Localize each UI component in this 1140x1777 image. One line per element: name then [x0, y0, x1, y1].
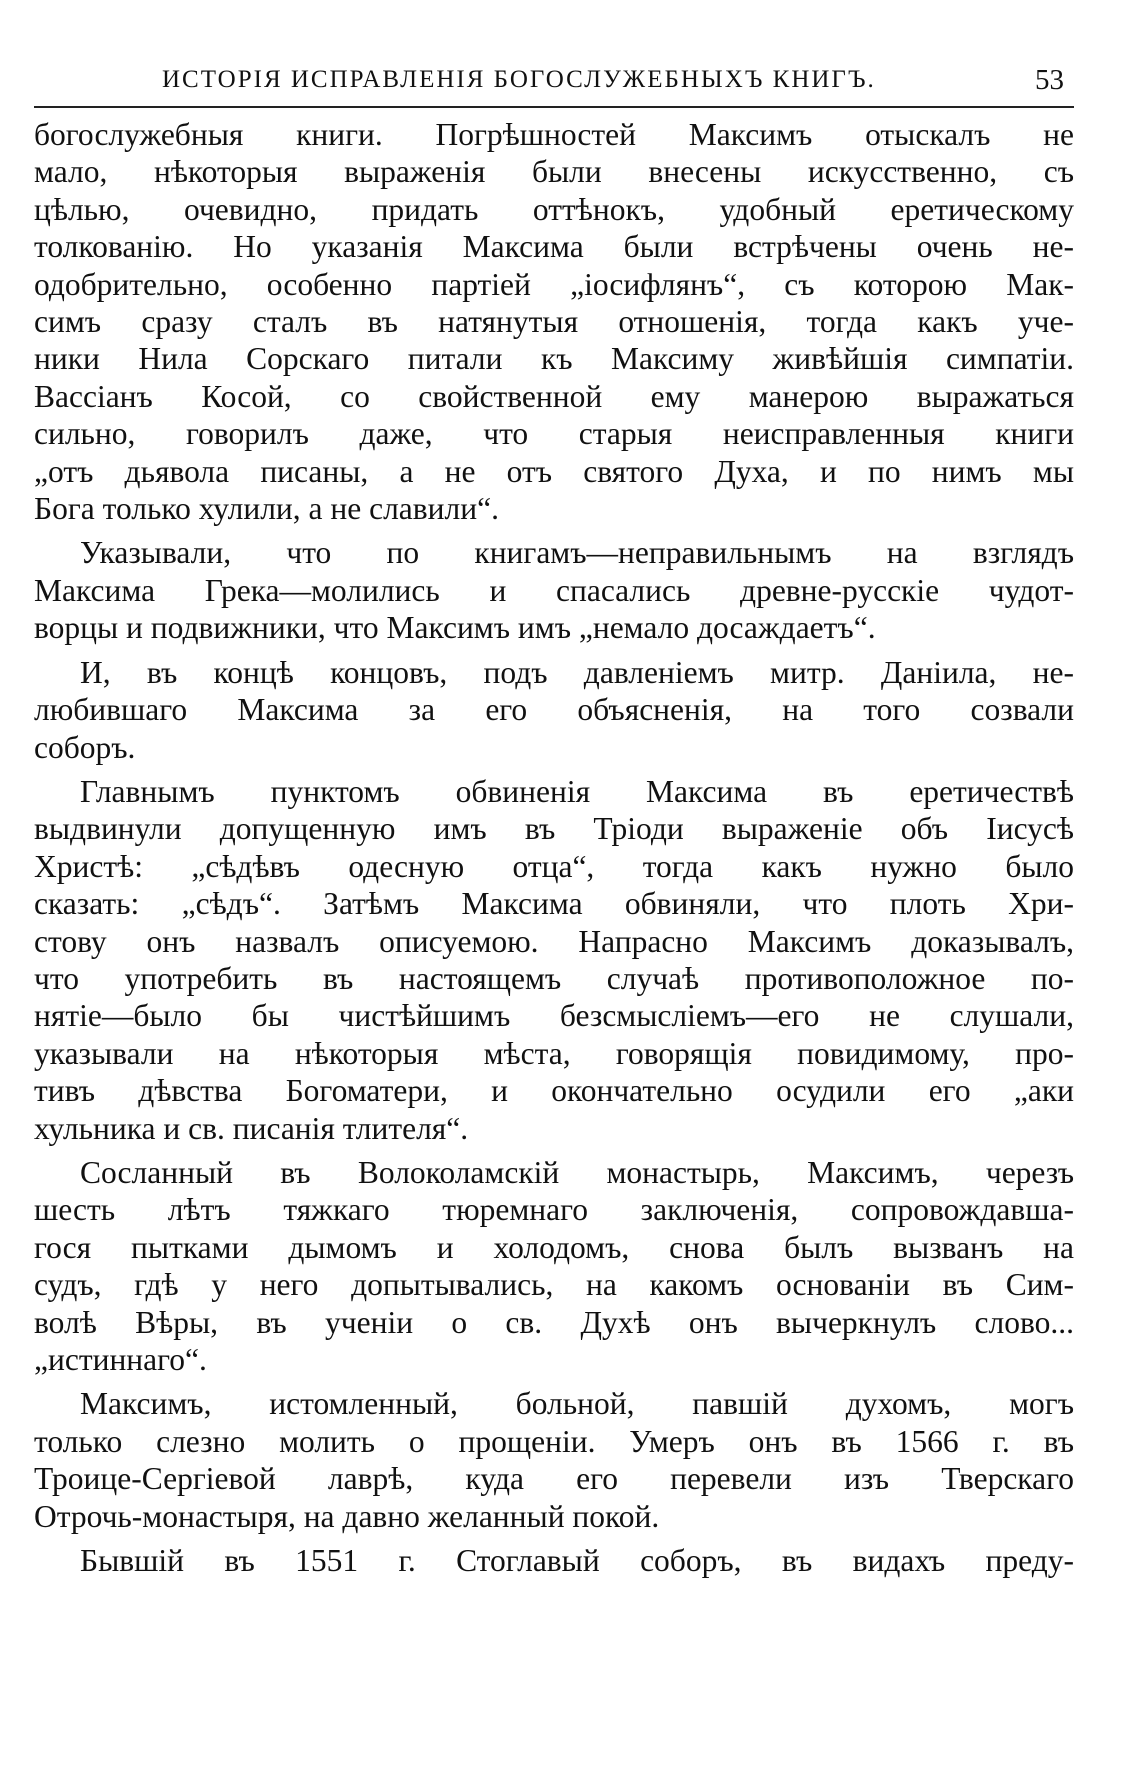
text-line: Сосланный въ Волоколамскій монастырь, Максимъ, черезъ [80, 1154, 1074, 1190]
text-line: „отъ дьявола писаны, а не отъ святого Духа, и по нимъ мы [34, 453, 1074, 489]
text-line: сильно, говорилъ даже, что старыя неисправленныя книги [34, 416, 1074, 452]
text-line: волѣ Вѣры, въ ученіи о св. Духѣ онъ вычеркнулъ слово... [34, 1304, 1074, 1340]
text-line: шесть лѣтъ тяжкаго тюремнаго заключенія, сопровождавша- [34, 1192, 1074, 1228]
page-body-text [34, 116, 1074, 1579]
text-line: Максима Грека—молились и спасались древне-русскіе чудот- [34, 572, 1074, 608]
paragraph [34, 534, 1074, 646]
text-line: Бога только хулили, а не славили“. [34, 491, 499, 527]
text-line: Отрочь-монастыря, на давно желанный покой. [34, 1498, 660, 1534]
paragraph [34, 773, 1074, 1147]
text-line: Троице-Сергіевой лаврѣ, куда его перевели изъ Тверскаго [34, 1461, 1074, 1497]
paragraph [34, 116, 1074, 527]
text-line: только слезно молить о прощеніи. Умеръ онъ въ 1566 г. въ [34, 1423, 1074, 1459]
text-line: Главнымъ пунктомъ обвиненія Максима въ еретичествѣ [80, 773, 1074, 809]
paragraph [34, 1385, 1074, 1535]
text-line: сказать: „сѣдъ“. Затѣмъ Максима обвиняли, что плоть Хри- [34, 886, 1074, 922]
text-line: Христѣ: „сѣдѣвъ одесную отца“, тогда какъ нужно было [34, 848, 1074, 884]
text-line: цѣлью, очевидно, придать оттѣнокъ, удобный еретическому [34, 191, 1074, 227]
text-line: что употребить въ настоящемъ случаѣ противоположное по- [34, 960, 1074, 996]
paragraph-gap [34, 1378, 1074, 1385]
text-line: тивъ дѣвства Богоматери, и окончательно осудили его „аки [34, 1073, 1074, 1109]
text-line: Бывшій въ 1551 г. Стоглавый соборъ, въ видахъ преду- [80, 1543, 1074, 1579]
text-line: ворцы и подвижники, что Максимъ имъ „немало досаждаетъ“. [34, 610, 876, 646]
paragraph-gap [34, 647, 1074, 654]
text-line: стову онъ назвалъ описуемою. Напрасно Максимъ доказывалъ, [34, 923, 1074, 959]
text-line: одобрительно, особенно партіей „іосифлянъ“, съ которою Мак- [34, 266, 1074, 302]
paragraph-gap [34, 1147, 1074, 1154]
text-line: Вассіанъ Косой, со свойственной ему манерою выражаться [34, 378, 1074, 414]
text-line: указывали на нѣкоторыя мѣста, говорящія повидимому, про- [34, 1035, 1074, 1071]
text-line: мало, нѣкоторыя выраженія были внесены искусственно, съ [34, 154, 1074, 190]
text-line: выдвинули допущенную имъ въ Тріоди выраженіе объ Іисусѣ [34, 811, 1074, 847]
text-line: соборъ. [34, 729, 136, 765]
paragraph-gap [34, 527, 1074, 534]
page-number: 53 [1035, 64, 1064, 96]
text-line: нятіе—было бы чистѣйшимъ безсмысліемъ—его не слушали, [34, 998, 1074, 1034]
running-title: ИСТОРІЯ ИСПРАВЛЕНІЯ БОГОСЛУЖЕБНЫХЪ КНИГЪ. [162, 66, 876, 93]
text-line: Указывали, что по книгамъ—неправильнымъ на взглядъ [80, 535, 1074, 571]
book-page [34, 58, 1074, 1579]
paragraph [34, 654, 1074, 766]
text-line: любившаго Максима за его объясненія, на того созвали [34, 692, 1074, 728]
paragraph [34, 1542, 1074, 1579]
page-header [34, 58, 1074, 108]
paragraph [34, 1154, 1074, 1378]
text-line: толкованію. Но указанія Максима были встрѣчены очень не- [34, 229, 1074, 265]
text-line: богослужебныя книги. Погрѣшностей Максимъ отыскалъ не [34, 117, 1074, 152]
text-line: И, въ концѣ концовъ, подъ давленіемъ митр. Даніила, не- [80, 654, 1074, 690]
text-line: гося пытками дымомъ и холодомъ, снова былъ вызванъ на [34, 1229, 1074, 1265]
text-line: Максимъ, истомленный, больной, павшій духомъ, могъ [80, 1386, 1074, 1422]
text-line: судъ, гдѣ у него допытывались, на какомъ основаніи въ Сим- [34, 1267, 1074, 1303]
text-line: ники Нила Сорскаго питали къ Максиму живѣйшія симпатіи. [34, 341, 1074, 377]
paragraph-gap [34, 766, 1074, 773]
paragraph-gap [34, 1535, 1074, 1542]
text-line: „истиннаго“. [34, 1342, 207, 1377]
text-line: хульника и св. писанія тлителя“. [34, 1110, 469, 1146]
text-line: симъ сразу сталъ въ натянутыя отношенія, тогда какъ уче- [34, 304, 1074, 340]
